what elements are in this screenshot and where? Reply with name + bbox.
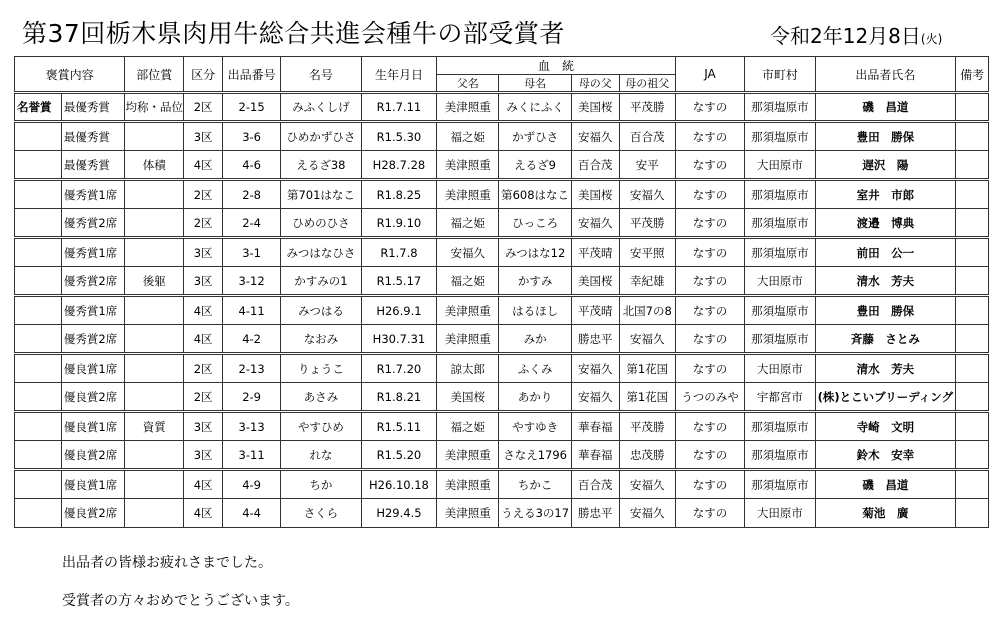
col-name: 名号: [281, 57, 362, 93]
cell-city: 那須塩原市: [745, 470, 815, 499]
cell-city: 大田原市: [745, 354, 815, 383]
cell-birth: R1.5.30: [361, 122, 436, 151]
col-dam-sire: 母の父: [571, 75, 619, 93]
col-city: 市町村: [745, 57, 815, 93]
cell-honor: [15, 412, 62, 441]
cell-honor: 名誉賞: [15, 93, 62, 122]
cell-award: 最優秀賞: [61, 122, 124, 151]
cell-dam-grandsire: 平茂勝: [619, 93, 675, 122]
cell-remarks: [956, 151, 989, 180]
cell-division: 4区: [184, 296, 223, 325]
cell-name: えるざ38: [281, 151, 362, 180]
cell-honor: [15, 180, 62, 209]
cell-sire: 安福久: [437, 238, 499, 267]
cell-remarks: [956, 238, 989, 267]
cell-honor: [15, 122, 62, 151]
cell-part: [125, 122, 184, 151]
cell-exhibitor: 遅沢 陽: [815, 151, 956, 180]
col-lineage: 血 統: [437, 57, 676, 75]
footer-note-2: 受賞者の方々おめでとうございます。: [62, 593, 299, 609]
cell-award: 優秀賞1席: [61, 180, 124, 209]
cell-dam: ふくみ: [499, 354, 571, 383]
cell-city: 那須塩原市: [745, 296, 815, 325]
cell-exhibitor: 清水 芳夫: [815, 354, 956, 383]
table-row: [15, 354, 989, 383]
cell-birth: R1.5.11: [361, 412, 436, 441]
cell-entry-no: 3-13: [223, 412, 281, 441]
cell-dam: 第608はなこ: [499, 180, 571, 209]
event-date: [770, 20, 942, 49]
table-row: [15, 122, 989, 151]
cell-name: みつはなひさ: [281, 238, 362, 267]
cell-award: 最優秀賞: [61, 151, 124, 180]
cell-city: 大田原市: [745, 267, 815, 296]
cell-division: 4区: [184, 325, 223, 354]
cell-honor: [15, 151, 62, 180]
cell-division: 2区: [184, 93, 223, 122]
cell-ja: なすの: [675, 499, 744, 528]
cell-honor: [15, 354, 62, 383]
cell-name: なおみ: [281, 325, 362, 354]
cell-dam-grandsire: 百合茂: [619, 122, 675, 151]
cell-dam-sire: 華春福: [571, 412, 619, 441]
cell-honor: [15, 499, 62, 528]
cell-dam: ひっころ: [499, 209, 571, 238]
cell-city: 那須塩原市: [745, 180, 815, 209]
cell-ja: なすの: [675, 412, 744, 441]
cell-name: れな: [281, 441, 362, 470]
cell-division: 3区: [184, 412, 223, 441]
header-row: [15, 57, 989, 75]
cell-name: みつはる: [281, 296, 362, 325]
cell-ja: なすの: [675, 296, 744, 325]
cell-award: 優良賞2席: [61, 499, 124, 528]
cell-entry-no: 4-4: [223, 499, 281, 528]
cell-name: さくら: [281, 499, 362, 528]
cell-name: ひめのひさ: [281, 209, 362, 238]
cell-entry-no: 3-11: [223, 441, 281, 470]
cell-division: 3区: [184, 238, 223, 267]
cell-award: 最優秀賞: [61, 93, 124, 122]
cell-dam-sire: 平茂晴: [571, 238, 619, 267]
cell-city: 那須塩原市: [745, 122, 815, 151]
cell-dam-grandsire: 平茂勝: [619, 209, 675, 238]
cell-part: [125, 354, 184, 383]
cell-sire: 福之姫: [437, 209, 499, 238]
cell-division: 3区: [184, 267, 223, 296]
cell-dam-grandsire: 安福久: [619, 470, 675, 499]
cell-dam: みくにふく: [499, 93, 571, 122]
awards-table: [14, 56, 989, 528]
cell-name: りょうこ: [281, 354, 362, 383]
cell-dam: えるざ9: [499, 151, 571, 180]
cell-dam-sire: 安福久: [571, 122, 619, 151]
cell-ja: なすの: [675, 441, 744, 470]
cell-city: 那須塩原市: [745, 412, 815, 441]
table-row: [15, 441, 989, 470]
cell-entry-no: 2-9: [223, 383, 281, 412]
col-exhibitor: 出品者氏名: [815, 57, 956, 93]
col-dam-grandsire: 母の祖父: [619, 75, 675, 93]
col-birth: 生年月日: [361, 57, 436, 93]
cell-city: 那須塩原市: [745, 325, 815, 354]
col-entry-no: 出品番号: [223, 57, 281, 93]
cell-part: [125, 470, 184, 499]
cell-city: 大田原市: [745, 151, 815, 180]
cell-division: 2区: [184, 354, 223, 383]
cell-division: 3区: [184, 122, 223, 151]
cell-part: 均称・品位: [125, 93, 184, 122]
cell-honor: [15, 441, 62, 470]
cell-exhibitor: 鈴木 安幸: [815, 441, 956, 470]
cell-ja: なすの: [675, 267, 744, 296]
cell-exhibitor: 室井 市郎: [815, 180, 956, 209]
cell-ja: なすの: [675, 209, 744, 238]
table-row: [15, 238, 989, 267]
cell-part: [125, 296, 184, 325]
cell-division: 3区: [184, 441, 223, 470]
table-row: [15, 180, 989, 209]
col-part: 部位賞: [125, 57, 184, 93]
cell-dam: ちかこ: [499, 470, 571, 499]
cell-part: 後躯: [125, 267, 184, 296]
cell-dam: みか: [499, 325, 571, 354]
table-row: [15, 151, 989, 180]
cell-division: 4区: [184, 499, 223, 528]
cell-exhibitor: 豊田 勝保: [815, 296, 956, 325]
cell-division: 2区: [184, 383, 223, 412]
cell-remarks: [956, 441, 989, 470]
cell-dam-grandsire: 安福久: [619, 180, 675, 209]
cell-dam-sire: 美国桜: [571, 93, 619, 122]
cell-exhibitor: 磯 昌道: [815, 470, 956, 499]
cell-exhibitor: (株)とこいブリーディング: [815, 383, 956, 412]
event-date-text: 令和2年12月8日: [770, 24, 921, 48]
cell-city: 宇都宮市: [745, 383, 815, 412]
cell-division: 4区: [184, 470, 223, 499]
cell-dam-grandsire: 北国7の8: [619, 296, 675, 325]
cell-name: ちか: [281, 470, 362, 499]
cell-sire: 福之姫: [437, 122, 499, 151]
col-sire: 父名: [437, 75, 499, 93]
table-row: [15, 412, 989, 441]
cell-entry-no: 2-15: [223, 93, 281, 122]
cell-honor: [15, 470, 62, 499]
cell-dam: みつはな12: [499, 238, 571, 267]
cell-birth: R1.7.8: [361, 238, 436, 267]
cell-award: 優秀賞1席: [61, 238, 124, 267]
cell-honor: [15, 296, 62, 325]
cell-award: 優良賞1席: [61, 470, 124, 499]
cell-remarks: [956, 296, 989, 325]
cell-sire: 福之姫: [437, 267, 499, 296]
cell-exhibitor: 磯 昌道: [815, 93, 956, 122]
cell-name: ひめかずひさ: [281, 122, 362, 151]
cell-entry-no: 2-8: [223, 180, 281, 209]
cell-dam-grandsire: 第1花国: [619, 354, 675, 383]
cell-birth: R1.7.20: [361, 354, 436, 383]
cell-entry-no: 3-12: [223, 267, 281, 296]
cell-dam: あかり: [499, 383, 571, 412]
cell-dam: かずひさ: [499, 122, 571, 151]
table-row: [15, 499, 989, 528]
cell-dam: さなえ1796: [499, 441, 571, 470]
cell-award: 優秀賞2席: [61, 267, 124, 296]
cell-dam-sire: 美国桜: [571, 267, 619, 296]
cell-remarks: [956, 412, 989, 441]
cell-birth: R1.5.17: [361, 267, 436, 296]
cell-remarks: [956, 122, 989, 151]
cell-birth: H29.4.5: [361, 499, 436, 528]
cell-award: 優秀賞2席: [61, 209, 124, 238]
table-row: [15, 296, 989, 325]
cell-exhibitor: 豊田 勝保: [815, 122, 956, 151]
cell-dam-sire: 勝忠平: [571, 499, 619, 528]
cell-remarks: [956, 325, 989, 354]
cell-division: 2区: [184, 180, 223, 209]
cell-ja: なすの: [675, 93, 744, 122]
cell-dam-grandsire: 安福久: [619, 325, 675, 354]
cell-sire: 美津照重: [437, 296, 499, 325]
cell-name: 第701はなこ: [281, 180, 362, 209]
cell-dam-sire: 安福久: [571, 209, 619, 238]
cell-birth: R1.7.11: [361, 93, 436, 122]
cell-entry-no: 4-11: [223, 296, 281, 325]
table-row: [15, 93, 989, 122]
table-row: [15, 383, 989, 412]
cell-birth: R1.8.21: [361, 383, 436, 412]
cell-remarks: [956, 93, 989, 122]
cell-honor: [15, 267, 62, 296]
cell-dam-sire: 百合茂: [571, 470, 619, 499]
cell-dam-sire: 安福久: [571, 383, 619, 412]
cell-ja: なすの: [675, 325, 744, 354]
cell-sire: 美津照重: [437, 93, 499, 122]
cell-sire: 諒太郎: [437, 354, 499, 383]
cell-ja: なすの: [675, 470, 744, 499]
awards-table-body: [15, 93, 989, 528]
table-row: [15, 267, 989, 296]
cell-city: 大田原市: [745, 499, 815, 528]
cell-dam-grandsire: 幸紀雄: [619, 267, 675, 296]
cell-award: 優良賞2席: [61, 441, 124, 470]
cell-division: 2区: [184, 209, 223, 238]
cell-remarks: [956, 383, 989, 412]
col-division: 区分: [184, 57, 223, 93]
col-award: 褒賞内容: [15, 57, 125, 93]
cell-birth: R1.8.25: [361, 180, 436, 209]
cell-entry-no: 2-13: [223, 354, 281, 383]
page-title: 第37回栃木県肉用牛総合共進会種牛の部受賞者: [22, 19, 565, 48]
cell-dam-sire: 安福久: [571, 354, 619, 383]
cell-name: やすひめ: [281, 412, 362, 441]
cell-honor: [15, 325, 62, 354]
col-ja: JA: [675, 57, 744, 93]
cell-part: 資質: [125, 412, 184, 441]
event-weekday: (火): [920, 32, 943, 46]
cell-ja: なすの: [675, 151, 744, 180]
cell-entry-no: 3-6: [223, 122, 281, 151]
cell-exhibitor: 斉藤 さとみ: [815, 325, 956, 354]
cell-sire: 美津照重: [437, 325, 499, 354]
cell-honor: [15, 209, 62, 238]
table-row: [15, 209, 989, 238]
cell-ja: なすの: [675, 122, 744, 151]
table-row: [15, 325, 989, 354]
cell-city: 那須塩原市: [745, 238, 815, 267]
cell-dam-grandsire: 平茂勝: [619, 412, 675, 441]
cell-sire: 美津照重: [437, 499, 499, 528]
cell-award: 優秀賞1席: [61, 296, 124, 325]
cell-dam-grandsire: 安福久: [619, 499, 675, 528]
cell-entry-no: 4-6: [223, 151, 281, 180]
cell-dam-grandsire: 第1花国: [619, 383, 675, 412]
col-dam: 母名: [499, 75, 571, 93]
cell-ja: なすの: [675, 180, 744, 209]
cell-entry-no: 2-4: [223, 209, 281, 238]
cell-dam: やすゆき: [499, 412, 571, 441]
cell-exhibitor: 渡邉 博典: [815, 209, 956, 238]
cell-part: [125, 383, 184, 412]
cell-sire: 美津照重: [437, 151, 499, 180]
cell-dam-sire: 百合茂: [571, 151, 619, 180]
cell-part: [125, 209, 184, 238]
cell-dam: はるほし: [499, 296, 571, 325]
cell-sire: 美津照重: [437, 441, 499, 470]
cell-city: 那須塩原市: [745, 209, 815, 238]
cell-entry-no: 3-1: [223, 238, 281, 267]
cell-ja: うつのみや: [675, 383, 744, 412]
table-row: [15, 470, 989, 499]
cell-city: 那須塩原市: [745, 441, 815, 470]
cell-dam-sire: 美国桜: [571, 180, 619, 209]
col-remarks: 備考: [956, 57, 989, 93]
cell-dam: うえる3の17: [499, 499, 571, 528]
cell-award: 優秀賞2席: [61, 325, 124, 354]
cell-exhibitor: 前田 公一: [815, 238, 956, 267]
cell-dam-grandsire: 忠茂勝: [619, 441, 675, 470]
cell-exhibitor: 清水 芳夫: [815, 267, 956, 296]
cell-honor: [15, 238, 62, 267]
cell-name: あさみ: [281, 383, 362, 412]
cell-remarks: [956, 354, 989, 383]
cell-birth: H30.7.31: [361, 325, 436, 354]
cell-birth: R1.9.10: [361, 209, 436, 238]
cell-division: 4区: [184, 151, 223, 180]
cell-remarks: [956, 470, 989, 499]
cell-sire: 美国桜: [437, 383, 499, 412]
cell-exhibitor: 寺崎 文明: [815, 412, 956, 441]
cell-award: 優良賞2席: [61, 383, 124, 412]
cell-dam-sire: 華春福: [571, 441, 619, 470]
cell-ja: なすの: [675, 238, 744, 267]
cell-award: 優良賞1席: [61, 354, 124, 383]
cell-name: かすみの1: [281, 267, 362, 296]
cell-remarks: [956, 267, 989, 296]
cell-remarks: [956, 209, 989, 238]
cell-exhibitor: 菊池 廣: [815, 499, 956, 528]
cell-birth: H28.7.28: [361, 151, 436, 180]
cell-remarks: [956, 180, 989, 209]
cell-part: [125, 180, 184, 209]
cell-dam-grandsire: 安平照: [619, 238, 675, 267]
cell-sire: 美津照重: [437, 180, 499, 209]
cell-ja: なすの: [675, 354, 744, 383]
cell-entry-no: 4-2: [223, 325, 281, 354]
footer-note-1: 出品者の皆様お疲れさまでした。: [62, 555, 272, 571]
cell-dam-grandsire: 安平: [619, 151, 675, 180]
cell-honor: [15, 383, 62, 412]
cell-birth: H26.10.18: [361, 470, 436, 499]
cell-entry-no: 4-9: [223, 470, 281, 499]
cell-remarks: [956, 499, 989, 528]
cell-birth: H26.9.1: [361, 296, 436, 325]
cell-sire: 福之姫: [437, 412, 499, 441]
cell-birth: R1.5.20: [361, 441, 436, 470]
cell-part: [125, 238, 184, 267]
cell-part: [125, 499, 184, 528]
cell-dam-sire: 勝忠平: [571, 325, 619, 354]
cell-name: みふくしげ: [281, 93, 362, 122]
cell-part: 体積: [125, 151, 184, 180]
cell-dam-sire: 平茂晴: [571, 296, 619, 325]
cell-award: 優良賞1席: [61, 412, 124, 441]
cell-sire: 美津照重: [437, 470, 499, 499]
cell-city: 那須塩原市: [745, 93, 815, 122]
cell-part: [125, 441, 184, 470]
cell-dam: かすみ: [499, 267, 571, 296]
cell-part: [125, 325, 184, 354]
